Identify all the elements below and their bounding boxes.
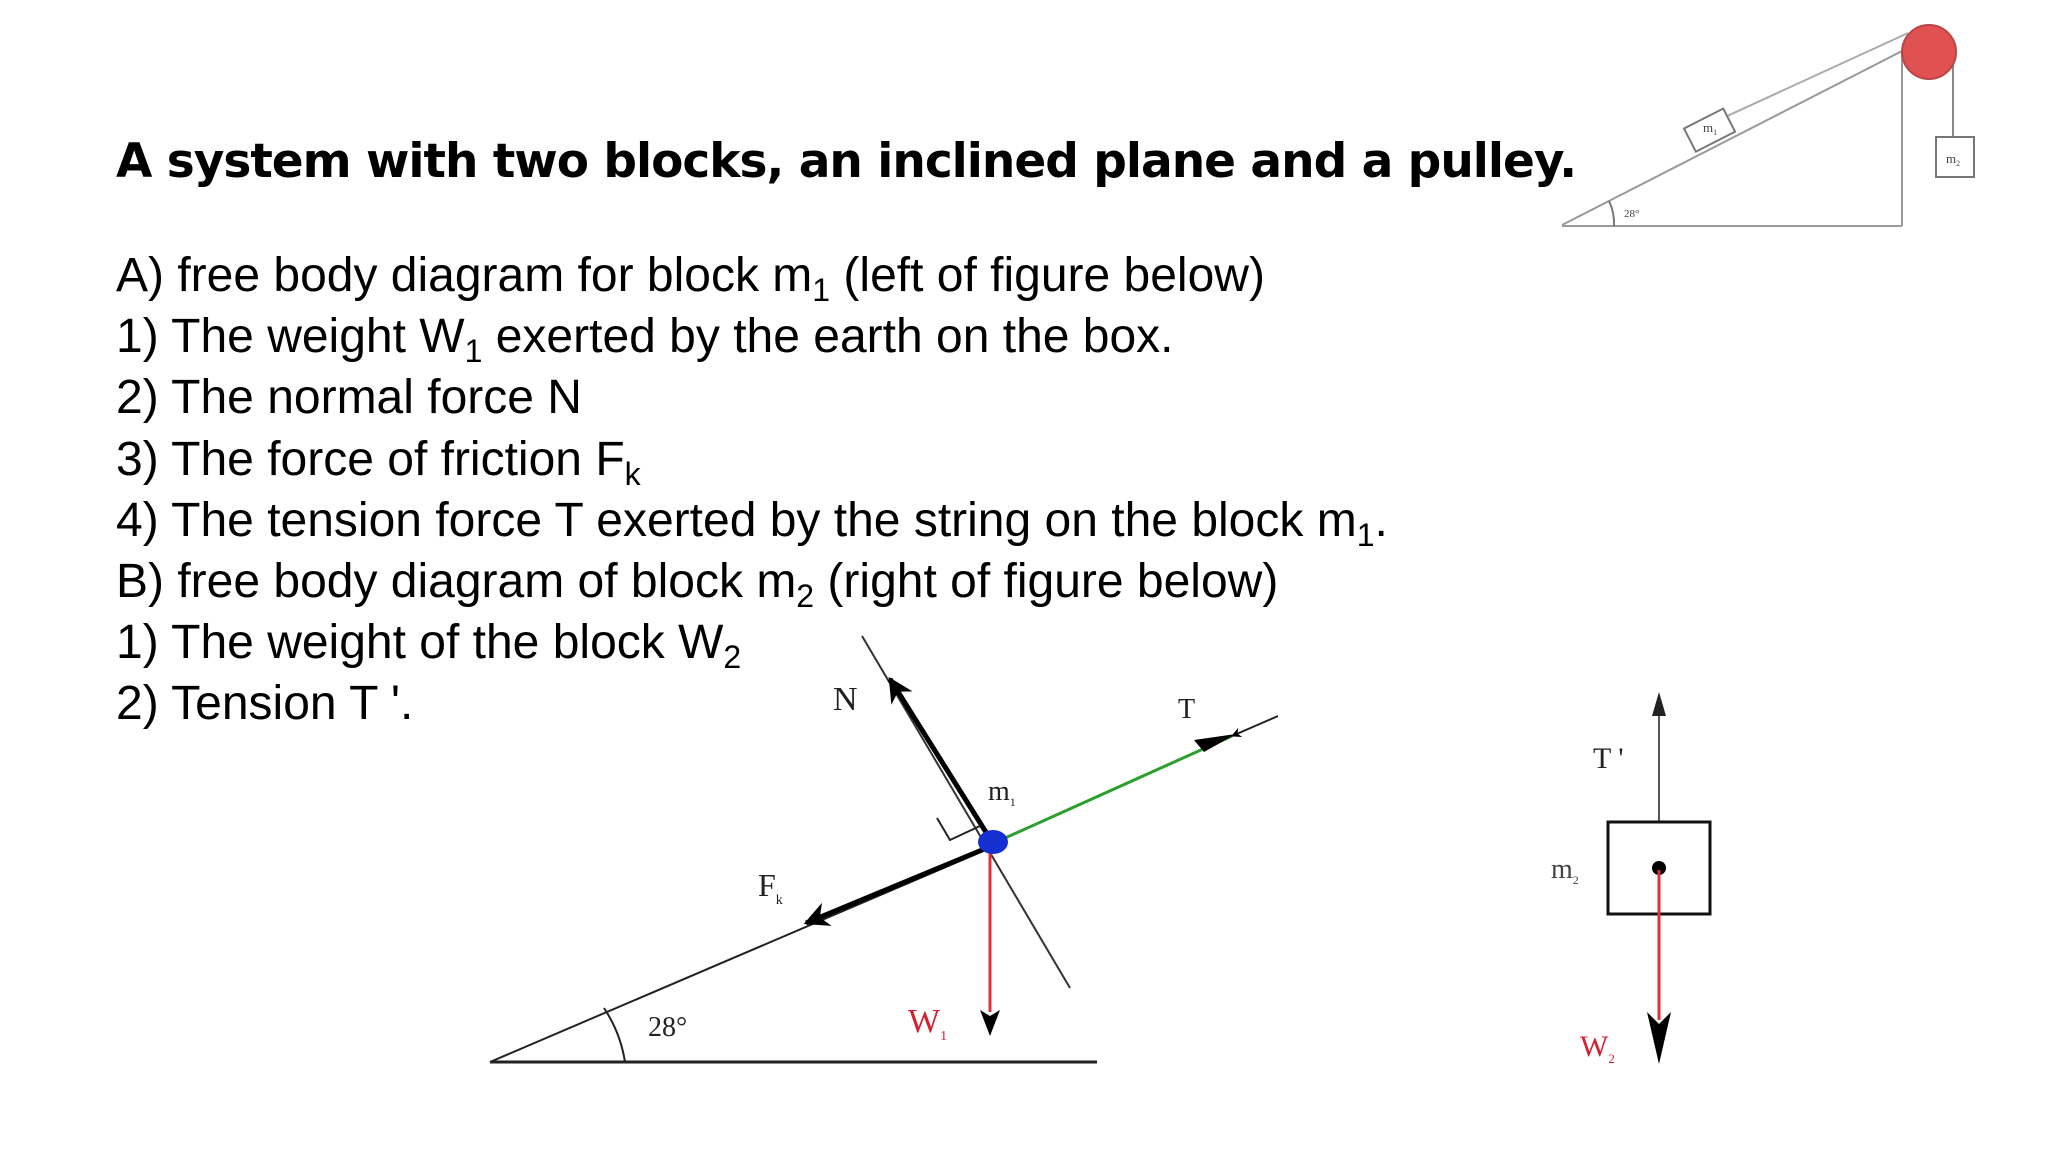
block-m1-dot	[978, 830, 1008, 854]
block-m1-label: $m_1$	[988, 776, 1016, 809]
setup-figure	[1562, 25, 1974, 226]
line-b1-weight: 1) The weight of the block $W_2$	[116, 616, 742, 676]
fbd1-angle-label: 28°	[648, 1012, 688, 1043]
fbd-block-m1	[490, 636, 1278, 1062]
weight-arrowhead	[980, 1010, 1000, 1036]
pulley	[1902, 25, 1956, 79]
line-a2-normal: 2) The normal force N	[116, 371, 582, 425]
right-angle-marker	[937, 818, 980, 840]
line-part-b: B) free body diagram of block $m_2$ (right of figure below)	[116, 555, 1279, 615]
line-part-a: A) free body diagram for block $m_1$ (left of figure below)	[116, 249, 1265, 308]
fbd-block-m2	[1551, 692, 1710, 1066]
angle-arc	[1609, 201, 1614, 226]
friction-force-label: $F_k$	[758, 867, 783, 908]
fbd1-angle-arc	[604, 1008, 625, 1062]
weight-force-label: $W_1$	[908, 1003, 948, 1044]
tension-prime-label: T '	[1593, 742, 1624, 775]
line-b2-tension: 2) Tension T '.	[116, 677, 414, 731]
tension-force-arrow	[994, 736, 1232, 843]
slide-title: A system with two blocks, an inclined plane and a pulley.	[116, 134, 1577, 189]
normal-force-arrow	[890, 679, 994, 845]
line-a4-tension: 4) The tension force T exerted by the string on the block $m_1$.	[116, 493, 1388, 553]
tension-prime-arrowhead	[1652, 692, 1666, 716]
weight2-force-label: $W_2$	[1580, 1030, 1615, 1066]
setup-block-m2-label: $m_2$	[1946, 151, 1961, 168]
friction-force-arrow	[806, 845, 994, 923]
tension-force-label: T	[1178, 694, 1196, 725]
tension-extension	[1232, 716, 1278, 736]
line-a1-weight: 1) The weight $W_1$ exerted by the earth on the box.	[116, 310, 1174, 370]
normal-force-label: N	[833, 681, 858, 718]
line-a3-friction: 3) The force of friction $F_k$	[116, 432, 641, 492]
setup-angle-label: 28°	[1624, 208, 1640, 220]
block-m2-label: $m_2$	[1551, 854, 1579, 887]
incline-surface	[1562, 48, 1908, 225]
setup-block-m1-label: $m_1$	[1703, 120, 1718, 137]
